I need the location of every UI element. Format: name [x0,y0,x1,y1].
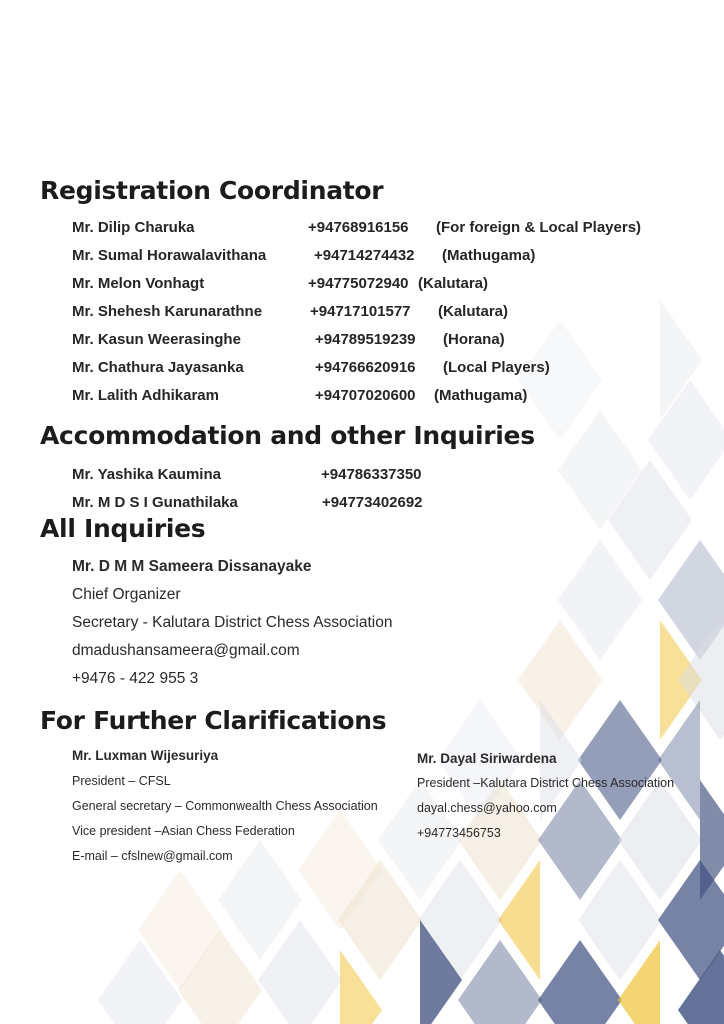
coordinator-name: Mr. Melon Vonhagt [72,275,205,292]
coordinator-note: (Horana) [443,331,505,348]
coordinator-note: (Mathugama) [434,387,528,404]
coordinator-name: Mr. Kasun Weerasinghe [72,331,241,348]
accommodation-row [72,466,712,490]
coordinator-phone: +94707020600 [315,387,416,404]
registration-row [72,387,712,411]
coordinator-note: (For foreign & Local Players) [436,219,642,236]
contact-phone: +94773402692 [322,494,423,511]
coordinator-note: (Mathugama) [442,247,536,264]
registration-row [72,303,712,327]
clarification-right-line: dayal.chess@yahoo.com [417,801,557,815]
organizer-phone: +9476 - 422 955 3 [72,670,199,687]
clarifications-heading: For Further Clarifications [40,706,387,735]
coordinator-name: Mr. Shehesh Karunarathne [72,303,263,320]
organizer-name: Mr. D M M Sameera Dissanayake [72,558,312,575]
coordinator-phone: +94768916156 [308,219,409,236]
coordinator-name: Mr. Sumal Horawalavithana [72,247,267,264]
coordinator-name: Mr. Dilip Charuka [72,219,195,236]
organizer-email: dmadushansameera@gmail.com [72,642,300,659]
organizer-position: Secretary - Kalutara District Chess Association [72,614,393,631]
clarification-left-line: Vice president –Asian Chess Federation [72,824,295,838]
contact-phone: +94786337350 [321,466,422,483]
accommodation-heading: Accommodation and other Inquiries [40,421,535,450]
coordinator-note: (Local Players) [443,359,550,376]
coordinator-name: Mr. Chathura Jayasanka [72,359,244,376]
clarification-left-line: E-mail – cfslnew@gmail.com [72,849,233,863]
coordinator-phone: +94775072940 [308,275,409,292]
contact-name: Mr. Yashika Kaumina [72,466,221,483]
clarification-left-line: General secretary – Commonwealth Chess Association [72,799,378,813]
clarification-left-line: President – CFSL [72,774,171,788]
registration-row [72,359,712,383]
organizer-role: Chief Organizer [72,586,181,603]
contact-name: Mr. M D S I Gunathilaka [72,494,238,511]
clarification-left-name: Mr. Luxman Wijesuriya [72,748,219,763]
clarification-right-name: Mr. Dayal Siriwardena [417,751,557,766]
clarification-right-line: President –Kalutara District Chess Association [417,776,675,790]
registration-row [72,247,712,271]
coordinator-note: (Kalutara) [438,303,509,320]
registration-heading: Registration Coordinator [40,176,384,205]
coordinator-phone: +94789519239 [315,331,416,348]
registration-row [72,219,712,243]
registration-row [72,331,712,355]
clarification-right-line: +94773456753 [417,826,501,840]
coordinator-phone: +94717101577 [310,303,411,320]
coordinator-phone: +94714274432 [314,247,415,264]
all-inquiries-heading: All Inquiries [40,514,206,543]
coordinator-note: (Kalutara) [418,275,489,292]
coordinator-name: Mr. Lalith Adhikaram [72,387,219,404]
registration-row [72,275,712,299]
coordinator-phone: +94766620916 [315,359,416,376]
